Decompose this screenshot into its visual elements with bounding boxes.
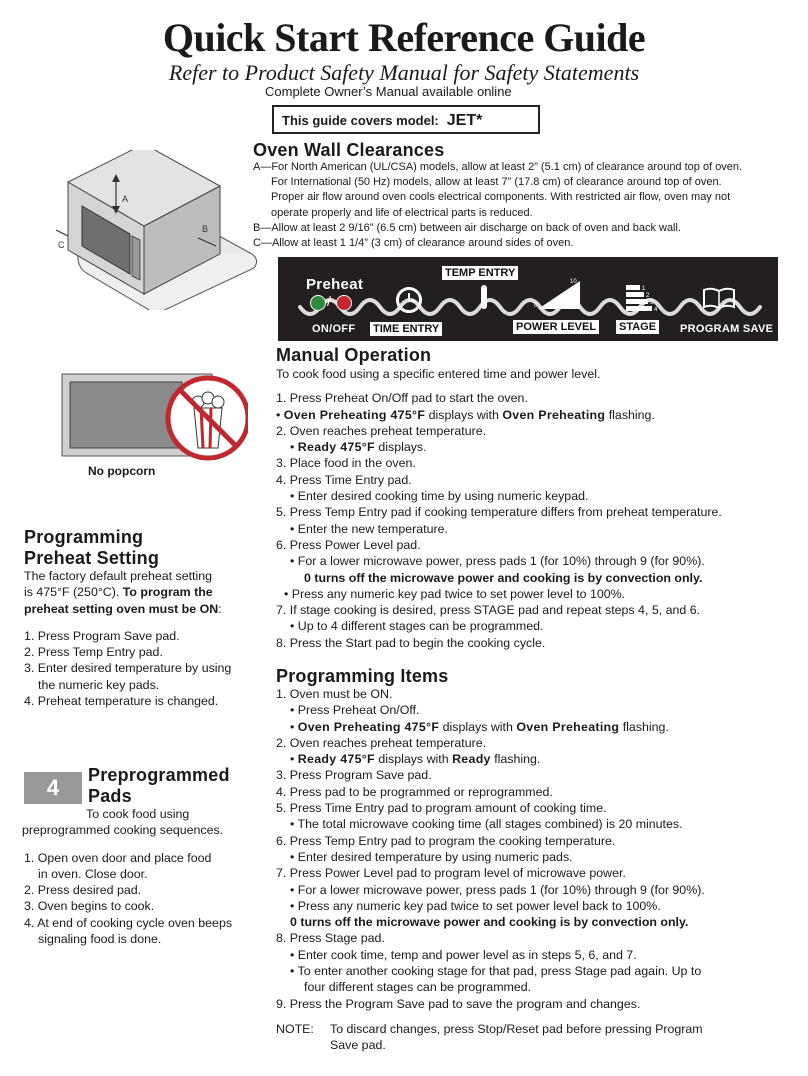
text-span: Oven Preheating 475°F [297,719,440,734]
note-line: Save pad. [330,1038,386,1053]
stage-number: 4 [654,307,658,313]
text-span: • [290,752,298,767]
preprogrammed-heading-line: Preprogrammed [88,765,230,785]
list-item: 6. Press Temp Entry pad to program the cooking temperature. [276,833,616,848]
list-item: 1. Oven must be ON. [276,687,393,701]
on-off-label: ON/OFF [312,323,356,335]
list-item: • Press any numeric key pad twice to set power level to 100%. [284,586,626,601]
list-item: 1. Press Preheat On/Off pad to start the oven. [276,391,528,406]
preprogrammed-heading-line: Pads [88,786,132,806]
preheat-heading-line: Programming [24,527,144,547]
list-item: 8. Press the Start pad to begin the cooking cycle. [276,635,546,650]
model-value: JET* [446,112,483,129]
preprogrammed-heading [88,765,230,807]
clearances-heading: Oven Wall Clearances [253,140,445,160]
stage-icon[interactable] [624,283,664,313]
model-box [272,105,540,134]
no-popcorn-caption: No popcorn [88,464,156,478]
program-save-label: PROGRAM SAVE [680,323,774,335]
text-span: : [218,601,222,616]
list-item: 4. Press pad to be programmed or reprogrammed. [276,784,553,799]
list-item: • To enter another cooking stage for that pad, press Stage pad again. Up to [290,964,702,979]
note-text [330,1021,703,1054]
manual-operation-heading: Manual Operation [276,345,432,365]
clearance-label-c: C [58,240,65,250]
preheat-setting-heading [24,527,159,569]
stage-number: 2 [646,293,650,299]
list-item: 3. Place food in the oven. [276,456,416,471]
clearance-line: A—For North American (UL/CSA) models, allow at least 2” (5.1 cm) of clearance around top of oven. [253,161,743,173]
clearances-text [253,160,798,251]
list-item [276,439,796,455]
text-span: Oven Preheating [516,719,620,734]
manual-operation-text [276,366,796,651]
clearance-line: For International (50 Hz) models, allow at least 7” (17.8 cm) of clearance around top of oven. [271,176,722,189]
clearance-line: operate properly and life of electrical parts is reduced. [271,206,533,219]
preheat-heading-line: Preheat Setting [24,548,160,568]
text-line [24,601,264,617]
list-item: • Enter desired cooking time by using numeric keypad. [290,489,589,504]
online-manual-note: Complete Owner’s Manual available online [265,84,512,99]
list-item: 6. Press Power Level pad. [276,537,421,552]
model-label: This guide covers model: [282,113,439,128]
text-span: preheat setting oven must be ON [24,601,219,616]
text-span: displays with [439,719,517,734]
text-span: flashing. [619,719,669,734]
control-panel [278,257,778,341]
page-subtitle: Refer to Product Safety Manual for Safety Statements [168,60,640,85]
programming-items-heading: Programming Items [276,666,449,686]
power-scale-min: 0 [534,303,538,309]
stage-number: 3 [650,300,654,306]
temp-entry-label: TEMP ENTRY [442,266,518,280]
list-item: in oven. Close door. [38,866,148,881]
text-span: • [276,407,284,422]
list-item: 3. Enter desired temperature by using [24,661,232,676]
text-line: To cook food using [86,807,190,821]
power-scale-max: 10 [570,279,577,285]
note [276,1021,796,1054]
list-item [276,407,796,423]
programming-items-text [276,686,796,1054]
list-item [276,751,796,767]
clock-icon[interactable] [396,287,422,313]
page-title: Quick Start Reference Guide [162,15,646,60]
list-item: 1. Press Program Save pad. [24,628,180,643]
list-item: • The total microwave cooking time (all stages combined) is 20 minutes. [290,817,683,832]
list-item: 0 turns off the microwave power and cooking is by convection only. [290,915,689,930]
section-number-badge: 4 [24,772,82,804]
stage-label: STAGE [616,320,659,334]
list-item: 2. Oven reaches preheat temperature. [276,423,487,438]
list-item: 2. Press desired pad. [24,883,142,898]
list-item: • Up to 4 different stages can be programmed. [290,619,544,634]
list-item: 5. Press Time Entry pad to program amount of cooking time. [276,801,607,816]
text-span: Ready [452,752,491,767]
clearance-line: Proper air flow around oven cools electrical components. With restricted air flow, oven may not [271,191,731,204]
list-item: the numeric key pads. [38,677,160,692]
list-item: 2. Press Temp Entry pad. [24,645,163,660]
text-span: To program the [122,585,213,600]
stage-number: 1 [642,286,646,292]
text-span: Oven Preheating 475°F [283,407,426,422]
list-item: 3. Oven begins to cook. [24,899,155,914]
text-span: flashing. [490,752,541,767]
list-item: 5. Press Temp Entry pad if cooking temperature differs from preheat temperature. [276,505,722,520]
preheat-label: Preheat [306,276,364,293]
list-item: • Press any numeric key pad twice to set power level back to 100%. [290,898,661,913]
oven-clearance-illustration [48,150,260,310]
text-span: displays with [425,407,503,422]
list-item: 8. Press Stage pad. [276,931,385,946]
preheat-setting-text [24,568,264,709]
text-line: The factory default preheat setting [24,569,213,583]
clearance-label-b: B [202,224,209,234]
list-item [276,719,796,735]
list-item: • Press Preheat On/Off. [290,703,420,718]
text-span: Oven Preheating [502,407,606,422]
list-item: • Enter desired temperature by using numeric pads. [290,849,573,864]
power-level-icon[interactable] [534,275,584,313]
text-span: displays. [374,440,427,455]
slash-separator: / [327,293,331,309]
list-item: four different stages can be programmed. [304,980,532,995]
text-line: preprogrammed cooking sequences. [22,823,224,838]
thermometer-icon[interactable] [481,285,487,309]
text-span: is 475°F (250°C). [24,585,123,600]
list-item: • For a lower microwave power, press pads 1 (for 10%) through 9 (for 90%). [290,882,705,897]
note-label: NOTE: [276,1021,314,1036]
power-level-label: POWER LEVEL [513,320,599,334]
time-entry-label: TIME ENTRY [370,322,442,336]
list-item: 7. If stage cooking is desired, press STAGE pad and repeat steps 4, 5, and 6. [276,603,701,618]
list-item: 2. Oven reaches preheat temperature. [276,735,487,750]
list-item: 4. Press Time Entry pad. [276,472,412,487]
clearance-line: B—Allow at least 2 9/16” (6.5 cm) between air discharge on back of oven and back wall. [253,221,682,234]
text-span: Ready 475°F [297,752,375,767]
list-item: • For a lower microwave power, press pads 1 (for 10%) through 9 (for 90%). [290,554,705,569]
text-span: Ready 475°F [297,440,375,455]
note-line: To discard changes, press Stop/Reset pad before pressing Program [330,1021,703,1036]
off-icon[interactable] [336,295,352,311]
list-item: 1. Open oven door and place food [24,850,212,865]
list-item: 7. Press Power Level pad to program level of microwave power. [276,866,626,881]
list-item: 9. Press the Program Save pad to save the program and changes. [276,996,641,1011]
clearance-label-a: A [122,194,129,204]
text-line: To cook food using a specific entered time and power level. [276,367,601,381]
list-item: • Enter the new temperature. [290,521,448,536]
list-item: signaling food is done. [38,932,162,947]
text-span: • [290,440,298,455]
list-item: 4. At end of cooking cycle oven beeps [24,915,233,930]
no-popcorn-illustration [58,368,248,464]
program-save-book-icon[interactable] [702,287,736,309]
text-span: displays with [374,752,453,767]
clearance-line: C—Allow at least 1 1/4” (3 cm) of clearance around sides of oven. [253,237,574,250]
on-icon[interactable] [310,295,326,311]
text-span: flashing. [605,407,655,422]
list-item: 4. Preheat temperature is changed. [24,694,219,709]
preprogrammed-text [24,806,264,947]
list-item: • Enter cook time, temp and power level as in steps 5, 6, and 7. [290,947,637,962]
text-span: • [290,719,298,734]
text-line [24,584,264,600]
list-item: 3. Press Program Save pad. [276,768,432,783]
list-item: 0 turns off the microwave power and cooking is by convection only. [304,570,703,585]
